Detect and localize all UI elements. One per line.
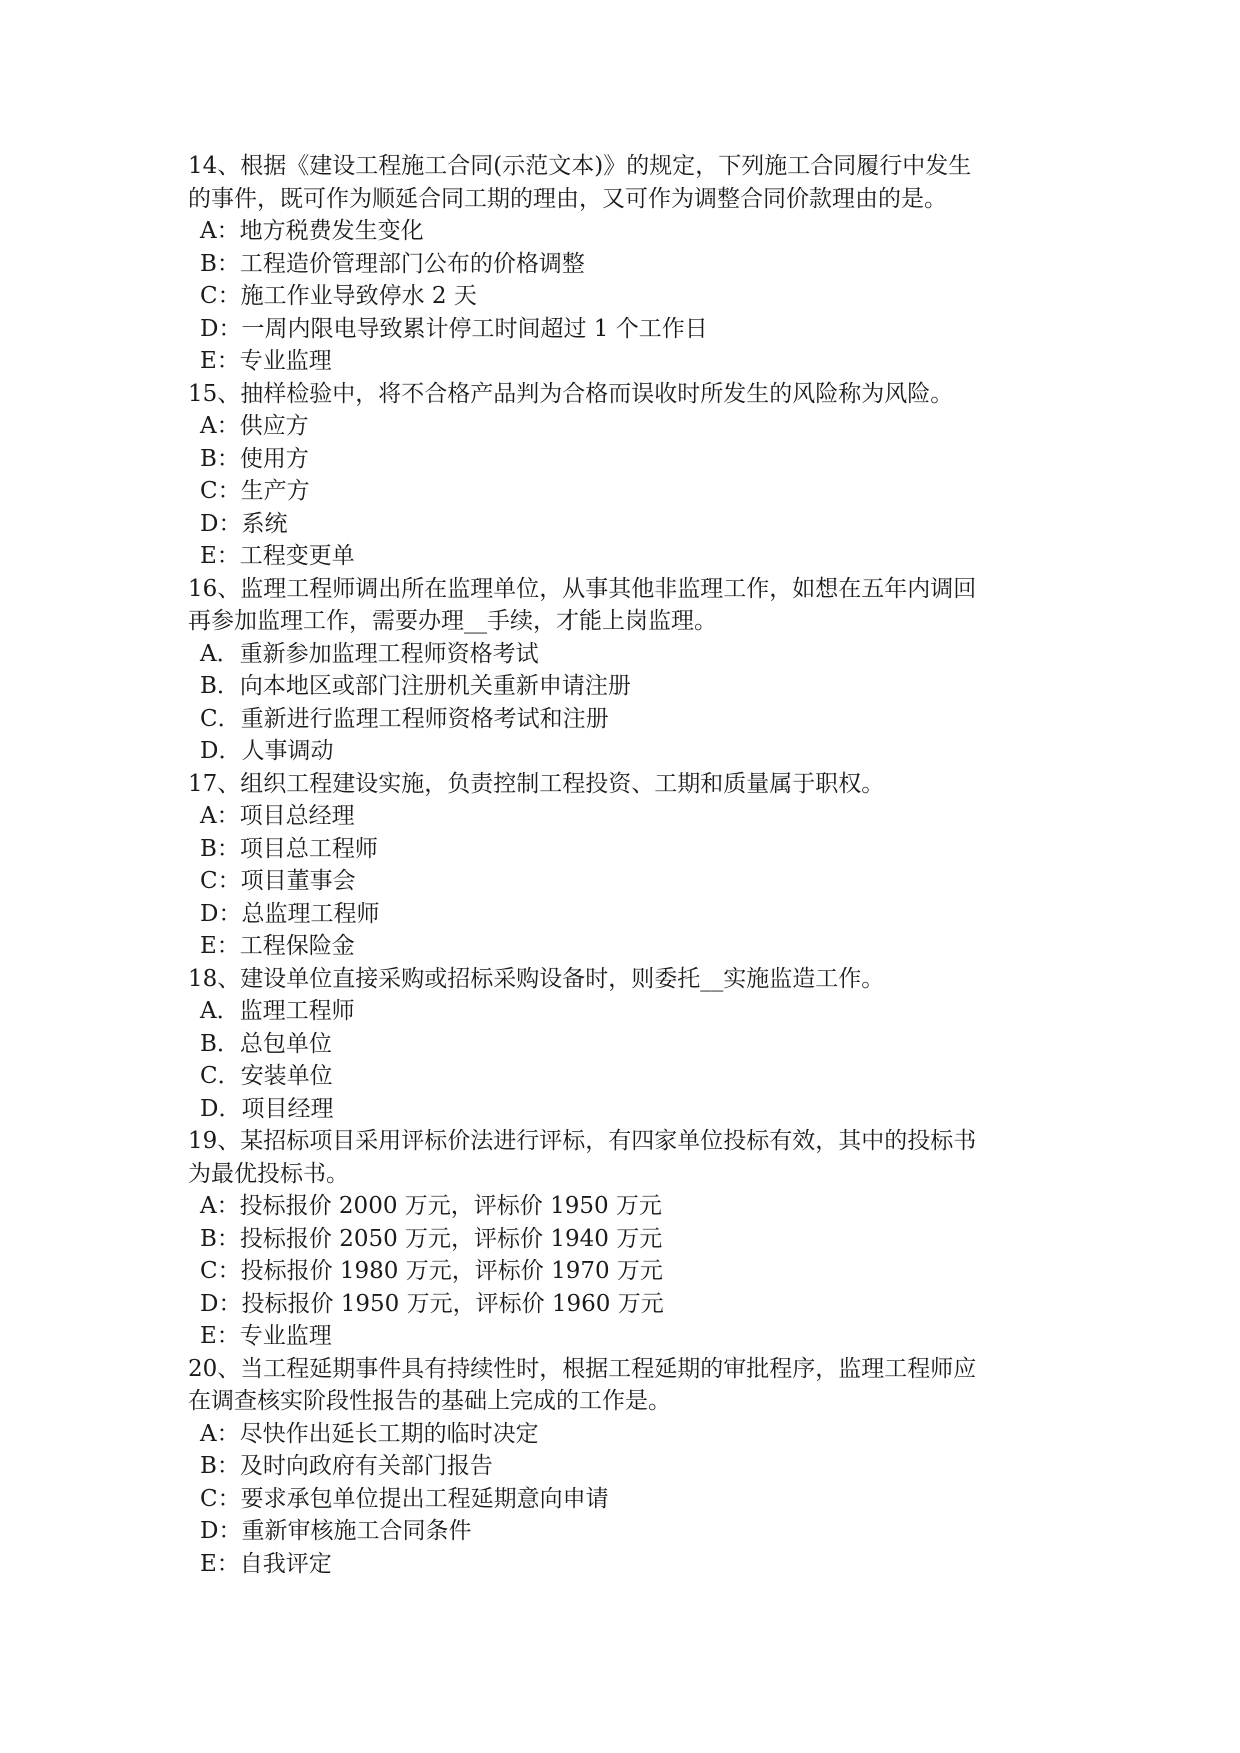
question-stem: 16、监理工程师调出所在监理单位，从事其他非监理工作，如想在五年内调回	[188, 575, 977, 602]
question-stem: 在调查核实阶段性报告的基础上完成的工作是。	[188, 1388, 671, 1414]
option-a: A：供应方	[200, 413, 309, 439]
option-b: B：及时向政府有关部门报告	[200, 1453, 493, 1479]
question-14	[188, 150, 1068, 378]
option-d: D：总监理工程师	[200, 900, 380, 927]
question-16	[188, 573, 1068, 768]
option-b: B．总包单位	[200, 1030, 332, 1057]
option-c: C：要求承包单位提出工程延期意向申请	[200, 1485, 609, 1512]
question-stem: 15、抽样检验中，将不合格产品判为合格而误收时所发生的风险称为风险。	[188, 380, 954, 407]
option-e: E：自我评定	[200, 1550, 332, 1577]
option-c: C．安装单位	[200, 1063, 333, 1089]
question-stem: 为最优投标书。	[188, 1160, 349, 1187]
option-a: A：投标报价 2000 万元，评标价 1950 万元	[200, 1193, 662, 1219]
option-c: C．重新进行监理工程师资格考试和注册	[200, 705, 609, 732]
option-d: D：投标报价 1950 万元，评标价 1960 万元	[200, 1290, 664, 1317]
question-stem: 18、建设单位直接采购或招标采购设备时，则委托__实施监造工作。	[188, 965, 885, 992]
question-stem: 17、组织工程建设实施，负责控制工程投资、工期和质量属于职权。	[188, 770, 885, 797]
option-a: A：项目总经理	[200, 803, 355, 829]
question-19	[188, 1125, 1068, 1353]
option-e: E：专业监理	[200, 1323, 332, 1349]
question-18	[188, 963, 1068, 1126]
option-a: A．重新参加监理工程师资格考试	[200, 640, 539, 667]
option-d: D．项目经理	[200, 1095, 334, 1122]
option-d: D：一周内限电导致累计停工时间超过 1 个工作日	[200, 315, 708, 342]
option-a: A：尽快作出延长工期的临时决定	[200, 1420, 539, 1447]
option-b: B：投标报价 2050 万元，评标价 1940 万元	[200, 1225, 663, 1252]
option-c: C：项目董事会	[200, 868, 356, 894]
option-c: C：投标报价 1980 万元，评标价 1970 万元	[200, 1258, 663, 1284]
option-d: D：重新审核施工合同条件	[200, 1518, 472, 1544]
option-b: B．向本地区或部门注册机关重新申请注册	[200, 673, 631, 699]
option-c: C：施工作业导致停水 2 天	[200, 283, 477, 309]
option-a: A．监理工程师	[200, 998, 355, 1024]
option-b: B：项目总工程师	[200, 835, 378, 862]
option-e: E：工程变更单	[200, 543, 355, 569]
question-stem: 20、当工程延期事件具有持续性时，根据工程延期的审批程序，监理工程师应	[188, 1355, 977, 1382]
question-15	[188, 378, 1068, 573]
question-20	[188, 1353, 1068, 1581]
question-stem: 14、根据《建设工程施工合同(示范文本)》的规定，下列施工合同履行中发生	[188, 153, 972, 179]
option-b: B：工程造价管理部门公布的价格调整	[200, 250, 585, 277]
question-stem: 19、某招标项目采用评标价法进行评标，有四家单位投标有效，其中的投标书	[188, 1128, 977, 1154]
question-stem: 的事件，既可作为顺延合同工期的理由，又可作为调整合同价款理由的是。	[188, 185, 947, 212]
option-e: E：工程保险金	[200, 933, 355, 959]
option-d: D：系统	[200, 510, 288, 537]
question-stem: 再参加监理工作，需要办理__手续，才能上岗监理。	[188, 608, 717, 634]
option-d: D．人事调动	[200, 738, 334, 764]
option-a: A：地方税费发生变化	[200, 218, 424, 244]
option-c: C：生产方	[200, 478, 310, 504]
option-b: B：使用方	[200, 445, 309, 472]
question-17	[188, 768, 1068, 963]
option-e: E：专业监理	[200, 348, 332, 374]
document-page	[188, 150, 1068, 1580]
